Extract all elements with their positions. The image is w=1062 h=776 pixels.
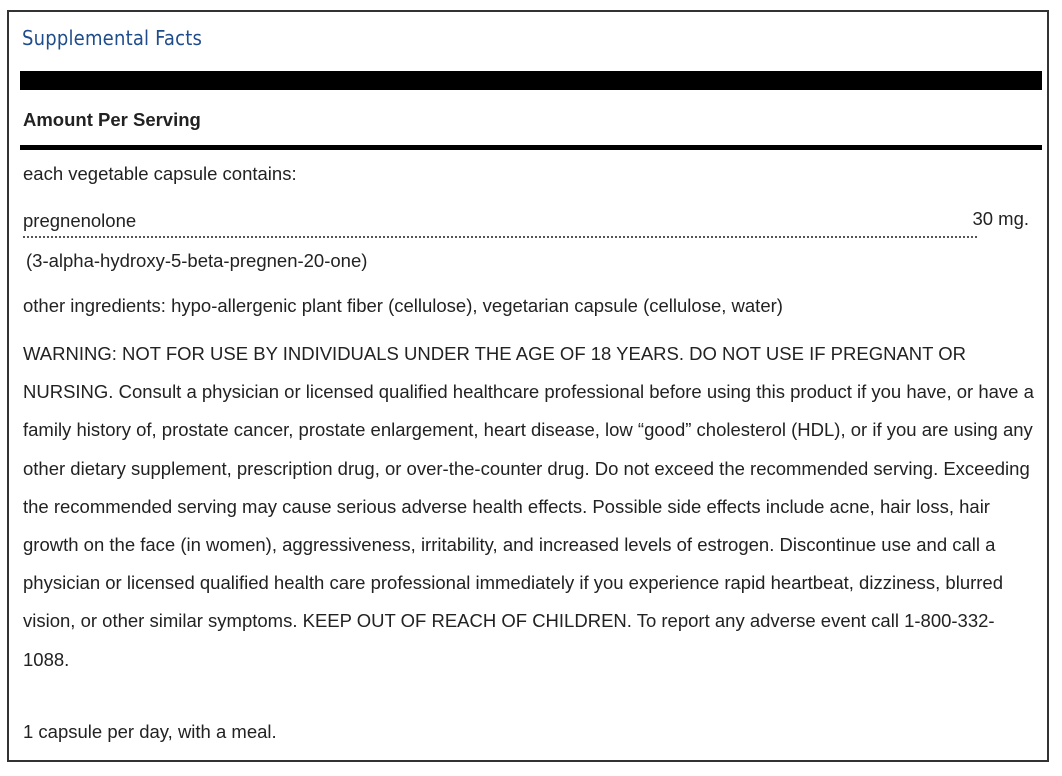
ingredient-row	[23, 210, 977, 238]
ingredient-amount: 30 mg.	[972, 208, 1029, 229]
dosage-instructions: 1 capsule per day, with a meal.	[23, 721, 277, 742]
amount-per-serving-header: Amount Per Serving	[23, 109, 201, 130]
panel-title: Supplemental Facts	[22, 26, 203, 50]
other-ingredients: other ingredients: hypo-allergenic plant fiber (cellulose), vegetarian capsule (cellulose, water)	[23, 295, 783, 316]
ingredient-chemical-name: (3-alpha-hydroxy-5-beta-pregnen-20-one)	[26, 250, 368, 271]
thick-divider	[20, 71, 1042, 90]
warning-text: WARNING: NOT FOR USE BY INDIVIDUALS UNDER THE AGE OF 18 YEARS. DO NOT USE IF PREGNANT OR NURSING. Consult a physician or licensed qualified healthcare professional before using this product if you have, or have a family history of, prostate cancer, prostate enlargement, heart disease, low “good” cholesterol (HDL), or if you are using any other dietary supplement, prescription drug, or over-the-counter drug. Do not exceed the recommended serving. Exceeding the recommended serving may cause serious adverse health effects. Possible side effects include acne, hair loss, hair growth on the face (in women), aggressiveness, irritability, and increased levels of estrogen. Discontinue use and call a physician or licensed qualified health care professional immediately if you experience rapid heartbeat, dizziness, blurred vision, or other similar symptoms. KEEP OUT OF REACH OF CHILDREN. To report any adverse event call 1-800-332-1088.	[23, 343, 1034, 670]
medium-divider	[20, 145, 1042, 150]
supplement-facts-panel	[7, 10, 1049, 762]
capsule-contents-note: each vegetable capsule contains:	[23, 163, 297, 184]
ingredient-name: pregnenolone	[23, 210, 137, 231]
